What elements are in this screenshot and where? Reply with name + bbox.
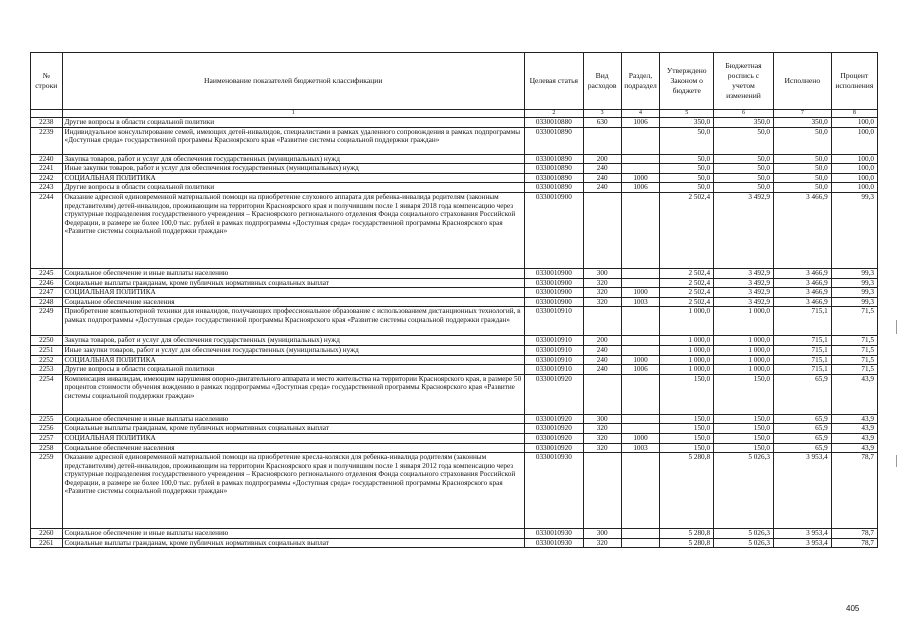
- cell-executed: 3 953,4: [773, 538, 831, 548]
- cell-kind: 320: [583, 278, 621, 288]
- cell-section: 1006: [621, 365, 660, 375]
- cell-num: 2259: [31, 453, 63, 529]
- col-header-executed: Исполнено: [773, 53, 831, 110]
- cell-target: 0330010920: [524, 433, 583, 443]
- cell-budget: 5 026,3: [714, 538, 774, 548]
- cell-budget: 50,0: [714, 127, 774, 154]
- table-row: [31, 268, 878, 278]
- cell-num: 2248: [31, 297, 63, 307]
- cell-approved: 1 000,0: [660, 345, 714, 355]
- table-row: [31, 453, 878, 529]
- cell-target: 0330010910: [524, 365, 583, 375]
- cell-target: 0330010900: [524, 268, 583, 278]
- cell-executed: 65,9: [773, 443, 831, 453]
- cell-target: 0330010900: [524, 288, 583, 298]
- cell-target: 0330010920: [524, 414, 583, 424]
- edge-mark: [896, 455, 897, 467]
- table-row: [31, 433, 878, 443]
- cell-approved: 2 502,4: [660, 297, 714, 307]
- table-row: [31, 538, 878, 548]
- cell-kind: 240: [583, 173, 621, 183]
- cell-section: 1003: [621, 297, 660, 307]
- cell-num: 2261: [31, 538, 63, 548]
- col-number: 2: [524, 110, 583, 118]
- cell-name: Социальное обеспечение и иные выплаты населению: [62, 529, 524, 539]
- table-row: [31, 336, 878, 346]
- budget-table: [30, 52, 878, 548]
- cell-approved: 50,0: [660, 173, 714, 183]
- cell-approved: 2 502,4: [660, 192, 714, 268]
- budget-table-page: [30, 52, 878, 548]
- cell-budget: 50,0: [714, 154, 774, 164]
- cell-approved: 150,0: [660, 443, 714, 453]
- col-number: 5: [660, 110, 714, 118]
- cell-target: 0330010890: [524, 164, 583, 174]
- cell-kind: [583, 192, 621, 268]
- cell-section: [621, 424, 660, 434]
- col-number: 4: [621, 110, 660, 118]
- cell-executed: 50,0: [773, 154, 831, 164]
- cell-budget: 1 000,0: [714, 355, 774, 365]
- cell-section: [621, 307, 660, 336]
- cell-num: 2239: [31, 127, 63, 154]
- table-row: [31, 443, 878, 453]
- cell-kind: 240: [583, 365, 621, 375]
- col-header-approved: Утверждено Законом о бюджете: [660, 53, 714, 110]
- cell-approved: 1 000,0: [660, 336, 714, 346]
- table-row: [31, 414, 878, 424]
- cell-percent: 99,3: [831, 268, 877, 278]
- table-body: [31, 118, 878, 548]
- cell-kind: 240: [583, 355, 621, 365]
- cell-num: 2243: [31, 183, 63, 193]
- cell-executed: 50,0: [773, 127, 831, 154]
- cell-target: 0330010890: [524, 183, 583, 193]
- cell-name: Социальное обеспечение населения: [62, 297, 524, 307]
- cell-target: 0330010910: [524, 336, 583, 346]
- cell-kind: 320: [583, 433, 621, 443]
- cell-percent: 71,5: [831, 365, 877, 375]
- cell-target: 0330010930: [524, 538, 583, 548]
- table-row: [31, 278, 878, 288]
- cell-target: 0330010880: [524, 118, 583, 128]
- cell-approved: 5 280,8: [660, 453, 714, 529]
- cell-percent: 99,3: [831, 297, 877, 307]
- cell-name: Другие вопросы в области социальной политики: [62, 365, 524, 375]
- cell-percent: 99,3: [831, 278, 877, 288]
- cell-num: 2251: [31, 345, 63, 355]
- cell-num: 2247: [31, 288, 63, 298]
- cell-kind: 300: [583, 414, 621, 424]
- cell-num: 2241: [31, 164, 63, 174]
- cell-executed: 3 466,9: [773, 297, 831, 307]
- cell-target: 0330010900: [524, 192, 583, 268]
- table-row: [31, 183, 878, 193]
- col-header-name: Наименование показателей бюджетной классификации: [62, 53, 524, 110]
- cell-section: 1000: [621, 173, 660, 183]
- cell-section: [621, 538, 660, 548]
- cell-executed: 65,9: [773, 374, 831, 414]
- cell-budget: 5 026,3: [714, 529, 774, 539]
- cell-section: [621, 453, 660, 529]
- cell-approved: 150,0: [660, 414, 714, 424]
- cell-section: [621, 414, 660, 424]
- cell-budget: 3 492,9: [714, 297, 774, 307]
- cell-executed: 65,9: [773, 414, 831, 424]
- cell-kind: 320: [583, 443, 621, 453]
- cell-name: Компенсация инвалидам, имеющим нарушения опорно-двигательного аппарата и место жительства на территории Красноярского края, в размере 50 процентов стоимости обучения вождению в рамках подпрограммы «Доступная среда» государственной программы Красноярского края «Развитие системы социальной поддержки граждан»: [62, 374, 524, 414]
- cell-budget: 5 026,3: [714, 453, 774, 529]
- cell-executed: 3 953,4: [773, 529, 831, 539]
- table-row: [31, 355, 878, 365]
- col-number: 7: [773, 110, 831, 118]
- cell-name: Другие вопросы в области социальной политики: [62, 183, 524, 193]
- cell-approved: 50,0: [660, 127, 714, 154]
- cell-section: [621, 192, 660, 268]
- cell-percent: 43,9: [831, 424, 877, 434]
- cell-section: [621, 154, 660, 164]
- cell-num: 2238: [31, 118, 63, 128]
- cell-num: 2249: [31, 307, 63, 336]
- cell-num: 2255: [31, 414, 63, 424]
- col-header-kind: Вид расходов: [583, 53, 621, 110]
- table-row: [31, 365, 878, 375]
- cell-executed: 3 466,9: [773, 278, 831, 288]
- table-row: [31, 288, 878, 298]
- cell-num: 2258: [31, 443, 63, 453]
- cell-percent: 100,0: [831, 173, 877, 183]
- cell-section: 1000: [621, 355, 660, 365]
- cell-target: 0330010890: [524, 127, 583, 154]
- column-number-row: [31, 110, 878, 118]
- cell-approved: 2 502,4: [660, 268, 714, 278]
- cell-target: 0330010930: [524, 453, 583, 529]
- cell-section: [621, 164, 660, 174]
- cell-executed: 715,1: [773, 307, 831, 336]
- cell-kind: [583, 374, 621, 414]
- cell-name: Иные закупки товаров, работ и услуг для обеспечения государственных (муниципальных) нужд: [62, 164, 524, 174]
- cell-kind: 240: [583, 164, 621, 174]
- cell-percent: 78,7: [831, 538, 877, 548]
- cell-name: СОЦИАЛЬНАЯ ПОЛИТИКА: [62, 288, 524, 298]
- cell-target: 0330010890: [524, 173, 583, 183]
- cell-approved: 50,0: [660, 154, 714, 164]
- cell-percent: 99,3: [831, 192, 877, 268]
- cell-approved: 1 000,0: [660, 355, 714, 365]
- cell-percent: 100,0: [831, 154, 877, 164]
- cell-approved: 2 502,4: [660, 288, 714, 298]
- col-header-percent: Процент исполнения: [831, 53, 877, 110]
- col-header-budget: Бюджетная роспись с учетом изменений: [714, 53, 774, 110]
- cell-approved: 5 280,8: [660, 538, 714, 548]
- cell-approved: 50,0: [660, 164, 714, 174]
- table-row: [31, 345, 878, 355]
- cell-executed: 715,1: [773, 365, 831, 375]
- cell-approved: 350,0: [660, 118, 714, 128]
- cell-percent: 78,7: [831, 529, 877, 539]
- cell-executed: 715,1: [773, 336, 831, 346]
- table-row: [31, 118, 878, 128]
- cell-budget: 150,0: [714, 443, 774, 453]
- cell-section: 1006: [621, 183, 660, 193]
- table-row: [31, 529, 878, 539]
- cell-kind: [583, 453, 621, 529]
- cell-approved: 5 280,8: [660, 529, 714, 539]
- col-number: 6: [714, 110, 774, 118]
- cell-name: Социальные выплаты гражданам, кроме публичных нормативных социальных выплат: [62, 278, 524, 288]
- table-row: [31, 192, 878, 268]
- cell-percent: 71,5: [831, 336, 877, 346]
- col-number: 8: [831, 110, 877, 118]
- cell-budget: 150,0: [714, 433, 774, 443]
- cell-section: 1000: [621, 433, 660, 443]
- cell-name: Приобретение компьютерной техники для инвалидов, получающих профессиональное образование с использованием дистанционных технологий, в рамках подпрограммы «Доступная среда» государственной программы Красноярского края «Развитие системы социальной поддержки граждан»: [62, 307, 524, 336]
- cell-kind: 630: [583, 118, 621, 128]
- cell-target: 0330010900: [524, 278, 583, 288]
- cell-section: [621, 278, 660, 288]
- table-row: [31, 154, 878, 164]
- cell-name: Социальное обеспечение населения: [62, 443, 524, 453]
- cell-kind: [583, 127, 621, 154]
- cell-budget: 150,0: [714, 374, 774, 414]
- cell-budget: 1 000,0: [714, 345, 774, 355]
- cell-approved: 150,0: [660, 424, 714, 434]
- cell-executed: 715,1: [773, 345, 831, 355]
- cell-section: [621, 268, 660, 278]
- cell-budget: 3 492,9: [714, 192, 774, 268]
- cell-target: 0330010910: [524, 355, 583, 365]
- col-header-target: Целевая статья: [524, 53, 583, 110]
- cell-num: 2253: [31, 365, 63, 375]
- table-row: [31, 127, 878, 154]
- cell-name: Оказание адресной единовременной материальной помощи на приобретение слухового аппарата для ребенка-инвалида родителям (законным представителям) детей-инвалидов, проживающим на территории Красноярского края и получившим после 1 января 2018 года компенсацию через структурные подразделения государственного учреждения – Красноярского регионального отделения Фонда социального страхования Российской Федерации, в размере не более 100,0 тыс. рублей в рамках подпрограммы «Доступная среда» государственной программы Красноярского края «Развитие системы социальной поддержки граждан»: [62, 192, 524, 268]
- cell-section: 1006: [621, 118, 660, 128]
- cell-executed: 3 466,9: [773, 268, 831, 278]
- cell-approved: 2 502,4: [660, 278, 714, 288]
- cell-executed: 65,9: [773, 424, 831, 434]
- table-row: [31, 374, 878, 414]
- cell-budget: 350,0: [714, 118, 774, 128]
- cell-percent: 78,7: [831, 453, 877, 529]
- cell-name: Другие вопросы в области социальной политики: [62, 118, 524, 128]
- cell-kind: [583, 307, 621, 336]
- cell-budget: 50,0: [714, 164, 774, 174]
- header-row: [31, 53, 878, 110]
- cell-num: 2254: [31, 374, 63, 414]
- cell-percent: 100,0: [831, 183, 877, 193]
- cell-kind: 300: [583, 529, 621, 539]
- cell-budget: 3 492,9: [714, 288, 774, 298]
- cell-percent: 71,5: [831, 307, 877, 336]
- cell-section: [621, 374, 660, 414]
- table-row: [31, 297, 878, 307]
- cell-kind: 200: [583, 154, 621, 164]
- cell-executed: 50,0: [773, 173, 831, 183]
- cell-num: 2256: [31, 424, 63, 434]
- cell-name: Социальное обеспечение и иные выплаты населению: [62, 268, 524, 278]
- cell-num: 2244: [31, 192, 63, 268]
- cell-percent: 71,5: [831, 345, 877, 355]
- cell-kind: 240: [583, 345, 621, 355]
- table-row: [31, 307, 878, 336]
- cell-percent: 71,5: [831, 355, 877, 365]
- cell-name: Закупка товаров, работ и услуг для обеспечения государственных (муниципальных) нужд: [62, 154, 524, 164]
- cell-target: 0330010890: [524, 154, 583, 164]
- cell-name: Социальное обеспечение и иные выплаты населению: [62, 414, 524, 424]
- cell-executed: 715,1: [773, 355, 831, 365]
- cell-name: Индивидуальное консультирование семей, имеющих детей-инвалидов, специалистами в рамках удаленного сопровождения в рамках подпрограммы «Доступная среда» государственной программы Красноярского края «Развитие системы социальной поддержки граждан»: [62, 127, 524, 154]
- cell-target: 0330010920: [524, 374, 583, 414]
- cell-num: 2242: [31, 173, 63, 183]
- cell-budget: 150,0: [714, 424, 774, 434]
- cell-percent: 100,0: [831, 118, 877, 128]
- cell-name: СОЦИАЛЬНАЯ ПОЛИТИКА: [62, 433, 524, 443]
- col-header-num: № строки: [31, 53, 63, 110]
- cell-name: Социальные выплаты гражданам, кроме публичных нормативных социальных выплат: [62, 424, 524, 434]
- cell-executed: 3 466,9: [773, 192, 831, 268]
- cell-section: 1000: [621, 288, 660, 298]
- cell-name: Оказание адресной единовременной материальной помощи на приобретение кресла-коляски для ребенка-инвалида родителям (законным представителям) детей-инвалидов, проживающим на территории Красноярского края и получившим после 1 января 2012 года компенсацию через структурные подразделения государственного учреждения – Красноярского регионального отделения Фонда социального страхования Российской Федерации, в размере не более 100,0 тыс. рублей в рамках подпрограммы «Доступная среда» государственной программы Красноярского края «Развитие системы социальной поддержки граждан»: [62, 453, 524, 529]
- table-row: [31, 164, 878, 174]
- cell-approved: 50,0: [660, 183, 714, 193]
- cell-section: [621, 336, 660, 346]
- cell-budget: 50,0: [714, 173, 774, 183]
- cell-percent: 100,0: [831, 164, 877, 174]
- cell-name: СОЦИАЛЬНАЯ ПОЛИТИКА: [62, 355, 524, 365]
- cell-section: 1003: [621, 443, 660, 453]
- cell-executed: 50,0: [773, 183, 831, 193]
- cell-budget: 3 492,9: [714, 268, 774, 278]
- cell-target: 0330010920: [524, 424, 583, 434]
- cell-kind: 320: [583, 424, 621, 434]
- cell-executed: 350,0: [773, 118, 831, 128]
- cell-approved: 1 000,0: [660, 365, 714, 375]
- cell-budget: 1 000,0: [714, 365, 774, 375]
- cell-target: 0330010910: [524, 307, 583, 336]
- cell-num: 2246: [31, 278, 63, 288]
- cell-kind: 320: [583, 288, 621, 298]
- cell-target: 0330010920: [524, 443, 583, 453]
- cell-num: 2245: [31, 268, 63, 278]
- cell-name: Закупка товаров, работ и услуг для обеспечения государственных (муниципальных) нужд: [62, 336, 524, 346]
- page-number: 405: [846, 604, 860, 613]
- cell-section: [621, 529, 660, 539]
- table-row: [31, 173, 878, 183]
- cell-percent: 43,9: [831, 414, 877, 424]
- cell-budget: 1 000,0: [714, 307, 774, 336]
- cell-target: 0330010910: [524, 345, 583, 355]
- cell-percent: 43,9: [831, 433, 877, 443]
- col-number: 1: [62, 110, 524, 118]
- col-header-section: Раздел, подраздел: [621, 53, 660, 110]
- cell-approved: 150,0: [660, 433, 714, 443]
- cell-num: 2240: [31, 154, 63, 164]
- cell-kind: 240: [583, 183, 621, 193]
- cell-num: 2252: [31, 355, 63, 365]
- cell-budget: 3 492,9: [714, 278, 774, 288]
- cell-approved: 1 000,0: [660, 307, 714, 336]
- cell-executed: 3 953,4: [773, 453, 831, 529]
- cell-percent: 99,3: [831, 288, 877, 298]
- cell-target: 0330010930: [524, 529, 583, 539]
- edge-mark: [896, 320, 897, 334]
- cell-kind: 320: [583, 538, 621, 548]
- cell-executed: 3 466,9: [773, 288, 831, 298]
- cell-kind: 320: [583, 297, 621, 307]
- cell-approved: 150,0: [660, 374, 714, 414]
- cell-percent: 43,9: [831, 374, 877, 414]
- cell-num: 2250: [31, 336, 63, 346]
- cell-executed: 50,0: [773, 164, 831, 174]
- cell-name: Иные закупки товаров, работ и услуг для обеспечения государственных (муниципальных) нужд: [62, 345, 524, 355]
- cell-percent: 43,9: [831, 443, 877, 453]
- cell-percent: 100,0: [831, 127, 877, 154]
- cell-num: 2257: [31, 433, 63, 443]
- cell-name: Социальные выплаты гражданам, кроме публичных нормативных социальных выплат: [62, 538, 524, 548]
- cell-budget: 50,0: [714, 183, 774, 193]
- col-number: 3: [583, 110, 621, 118]
- cell-kind: 200: [583, 336, 621, 346]
- cell-section: [621, 345, 660, 355]
- cell-budget: 1 000,0: [714, 336, 774, 346]
- cell-target: 0330010900: [524, 297, 583, 307]
- col-number: [31, 110, 63, 118]
- cell-kind: 300: [583, 268, 621, 278]
- cell-budget: 150,0: [714, 414, 774, 424]
- cell-section: [621, 127, 660, 154]
- table-row: [31, 424, 878, 434]
- cell-num: 2260: [31, 529, 63, 539]
- cell-executed: 65,9: [773, 433, 831, 443]
- cell-name: СОЦИАЛЬНАЯ ПОЛИТИКА: [62, 173, 524, 183]
